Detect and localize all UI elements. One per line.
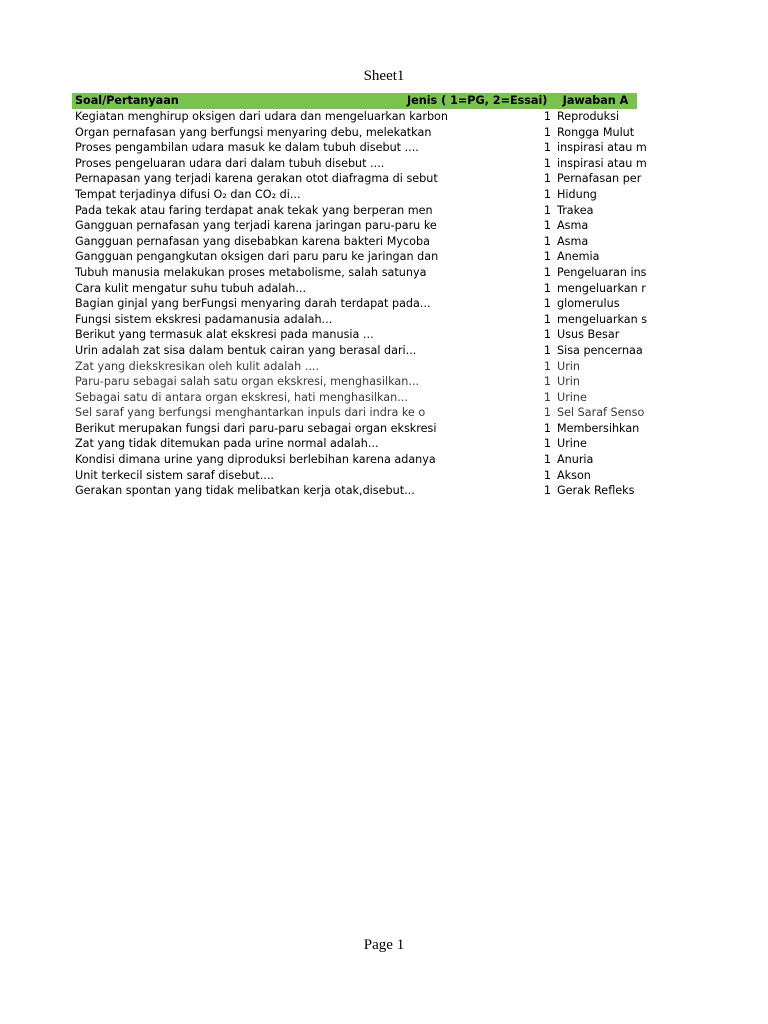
cell-type[interactable]: 1 <box>543 297 551 311</box>
cell-answer-a[interactable]: Anemia <box>557 250 600 264</box>
cell-type[interactable]: 1 <box>543 375 551 389</box>
table-row <box>72 374 637 390</box>
cell-answer-a[interactable]: Sisa pencernaa <box>557 343 643 357</box>
cell-answer-a[interactable]: Trakea <box>557 203 594 217</box>
cell-type[interactable]: 1 <box>543 203 551 217</box>
cell-answer-a[interactable]: Akson <box>557 468 591 482</box>
cell-type[interactable]: 1 <box>543 234 551 248</box>
cell-question[interactable]: Zat yang tidak ditemukan pada urine normal adalah... <box>75 437 379 451</box>
cell-question[interactable]: Gangguan pernafasan yang disebabkan karena bakteri Mycoba <box>75 234 430 248</box>
cell-type[interactable]: 1 <box>543 265 551 279</box>
table-row <box>72 187 637 203</box>
table-row <box>72 218 637 234</box>
cell-answer-a[interactable]: Urine <box>557 437 587 451</box>
table-header-row <box>72 93 637 109</box>
cell-question[interactable]: Fungsi sistem ekskresi padamanusia adalah... <box>75 312 333 326</box>
cell-answer-a[interactable]: Hidung <box>557 187 597 201</box>
cell-type[interactable]: 1 <box>543 484 551 498</box>
table-row <box>72 140 647 156</box>
cell-answer-a[interactable]: inspirasi atau m <box>557 141 647 155</box>
cell-type[interactable]: 1 <box>543 125 551 139</box>
cell-question[interactable]: Tubuh manusia melakukan proses metabolisme, salah satunya <box>75 265 427 279</box>
cell-answer-a[interactable]: Reproduksi <box>557 110 620 123</box>
cell-answer-a[interactable]: Pengeluaran ins <box>557 265 647 279</box>
cell-question[interactable]: Kegiatan menghirup oksigen dari udara dan mengeluarkan karbon <box>75 110 448 123</box>
table-row <box>72 343 643 359</box>
cell-answer-a[interactable]: Sel Saraf Senso <box>557 406 645 420</box>
cell-type[interactable]: 1 <box>543 421 551 435</box>
cell-question[interactable]: Cara kulit mengatur suhu tubuh adalah... <box>75 281 307 295</box>
table-row <box>72 421 640 437</box>
header-type[interactable]: Jenis ( 1=PG, 2=Essai) <box>407 94 548 107</box>
cell-answer-a[interactable]: Rongga Mulut <box>557 125 635 139</box>
table-row <box>72 234 637 250</box>
table-row <box>72 359 637 375</box>
cell-type[interactable]: 1 <box>543 468 551 482</box>
cell-answer-a[interactable]: Asma <box>557 219 589 233</box>
cell-question[interactable]: Berikut yang termasuk alat ekskresi pada manusia ... <box>75 328 374 342</box>
cell-answer-a[interactable]: inspirasi atau m <box>557 156 647 170</box>
cell-question[interactable]: Gerakan spontan yang tidak melibatkan kerja otak,disebut... <box>75 484 415 498</box>
cell-answer-a[interactable]: Urin <box>557 359 580 373</box>
cell-answer-a[interactable]: Urin <box>557 375 580 389</box>
cell-question[interactable]: Pernapasan yang terjadi karena gerakan otot diafragma di sebut <box>75 172 438 186</box>
cell-type[interactable]: 1 <box>543 328 551 342</box>
table-row <box>72 452 637 468</box>
table-row <box>72 296 637 312</box>
cell-question[interactable]: Sel saraf yang berfungsi menghantarkan inpuls dari indra ke o <box>75 406 426 420</box>
table-row <box>72 390 637 406</box>
table-row <box>72 156 647 172</box>
cell-type[interactable]: 1 <box>543 187 551 201</box>
cell-question[interactable]: Organ pernafasan yang berfungsi menyaring debu, melekatkan <box>75 125 432 139</box>
cell-answer-a[interactable]: Anuria <box>557 453 594 467</box>
cell-question[interactable]: Kondisi dimana urine yang diproduksi berlebihan karena adanya <box>75 453 436 467</box>
table-body <box>72 109 648 499</box>
cell-answer-a[interactable]: glomerulus <box>557 297 620 311</box>
cell-type[interactable]: 1 <box>543 250 551 264</box>
cell-answer-a[interactable]: mengeluarkan r <box>557 281 646 295</box>
sheet-title: Sheet1 <box>363 68 405 84</box>
cell-answer-a[interactable]: Asma <box>557 234 589 248</box>
cell-question[interactable]: Sebagai satu di antara organ ekskresi, hati menghasilkan... <box>75 390 408 404</box>
table-row <box>72 312 648 328</box>
cell-answer-a[interactable]: mengeluarkan s <box>557 312 648 326</box>
header-question[interactable]: Soal/Pertanyaan <box>75 94 179 107</box>
cell-answer-a[interactable]: Usus Besar <box>557 328 620 342</box>
table-row <box>72 171 642 187</box>
cell-answer-a[interactable]: Pernafasan per <box>557 172 642 186</box>
cell-question[interactable]: Tempat terjadinya difusi O₂ dan CO₂ di... <box>75 187 301 201</box>
cell-type[interactable]: 1 <box>543 312 551 326</box>
cell-question[interactable]: Gangguan pengangkutan oksigen dari paru paru ke jaringan dan <box>75 250 439 264</box>
table-row <box>72 436 637 452</box>
cell-question[interactable]: Proses pengambilan udara masuk ke dalam tubuh disebut .... <box>75 141 419 155</box>
cell-type[interactable]: 1 <box>543 453 551 467</box>
page-number: Page 1 <box>363 937 405 953</box>
cell-type[interactable]: 1 <box>543 219 551 233</box>
cell-question[interactable]: Urin adalah zat sisa dalam bentuk cairan yang berasal dari... <box>75 343 417 357</box>
cell-question[interactable]: Bagian ginjal yang berFungsi menyaring darah terdapat pada... <box>75 297 431 311</box>
cell-answer-a[interactable]: Membersihkan <box>557 421 640 435</box>
cell-type[interactable]: 1 <box>543 359 551 373</box>
table-row <box>72 249 637 265</box>
table-row <box>72 109 637 125</box>
cell-question[interactable]: Pada tekak atau faring terdapat anak tekak yang berperan men <box>75 203 433 217</box>
cell-type[interactable]: 1 <box>543 172 551 186</box>
spreadsheet-table <box>72 93 648 499</box>
cell-type[interactable]: 1 <box>543 156 551 170</box>
table-row <box>72 265 647 281</box>
cell-question[interactable]: Proses pengeluaran udara dari dalam tubuh disebut .... <box>75 156 385 170</box>
cell-answer-a[interactable]: Gerak Refleks <box>557 484 635 498</box>
table-row <box>72 125 637 141</box>
cell-type[interactable]: 1 <box>543 343 551 357</box>
cell-type[interactable]: 1 <box>543 110 551 123</box>
table-row <box>72 405 645 421</box>
table-row <box>72 468 637 484</box>
table-row <box>72 203 637 219</box>
cell-type[interactable]: 1 <box>543 437 551 451</box>
cell-type[interactable]: 1 <box>543 406 551 420</box>
cell-question[interactable]: Gangguan pernafasan yang terjadi karena jaringan paru-paru ke <box>75 219 437 233</box>
cell-type[interactable]: 1 <box>543 281 551 295</box>
table-row <box>72 483 637 499</box>
cell-question[interactable]: Zat yang diekskresikan oleh kulit adalah .... <box>75 359 320 373</box>
header-answer-a[interactable]: Jawaban A <box>562 94 629 107</box>
cell-question[interactable]: Unit terkecil sistem saraf disebut.... <box>75 468 274 482</box>
table-row <box>72 327 637 343</box>
cell-type[interactable]: 1 <box>543 141 551 155</box>
cell-answer-a[interactable]: Urine <box>557 390 587 404</box>
cell-question[interactable]: Paru-paru sebagai salah satu organ ekskresi, menghasilkan... <box>75 375 419 389</box>
table-row <box>72 281 646 297</box>
cell-question[interactable]: Berikut merupakan fungsi dari paru-paru sebagai organ ekskresi <box>75 421 437 435</box>
cell-type[interactable]: 1 <box>543 390 551 404</box>
